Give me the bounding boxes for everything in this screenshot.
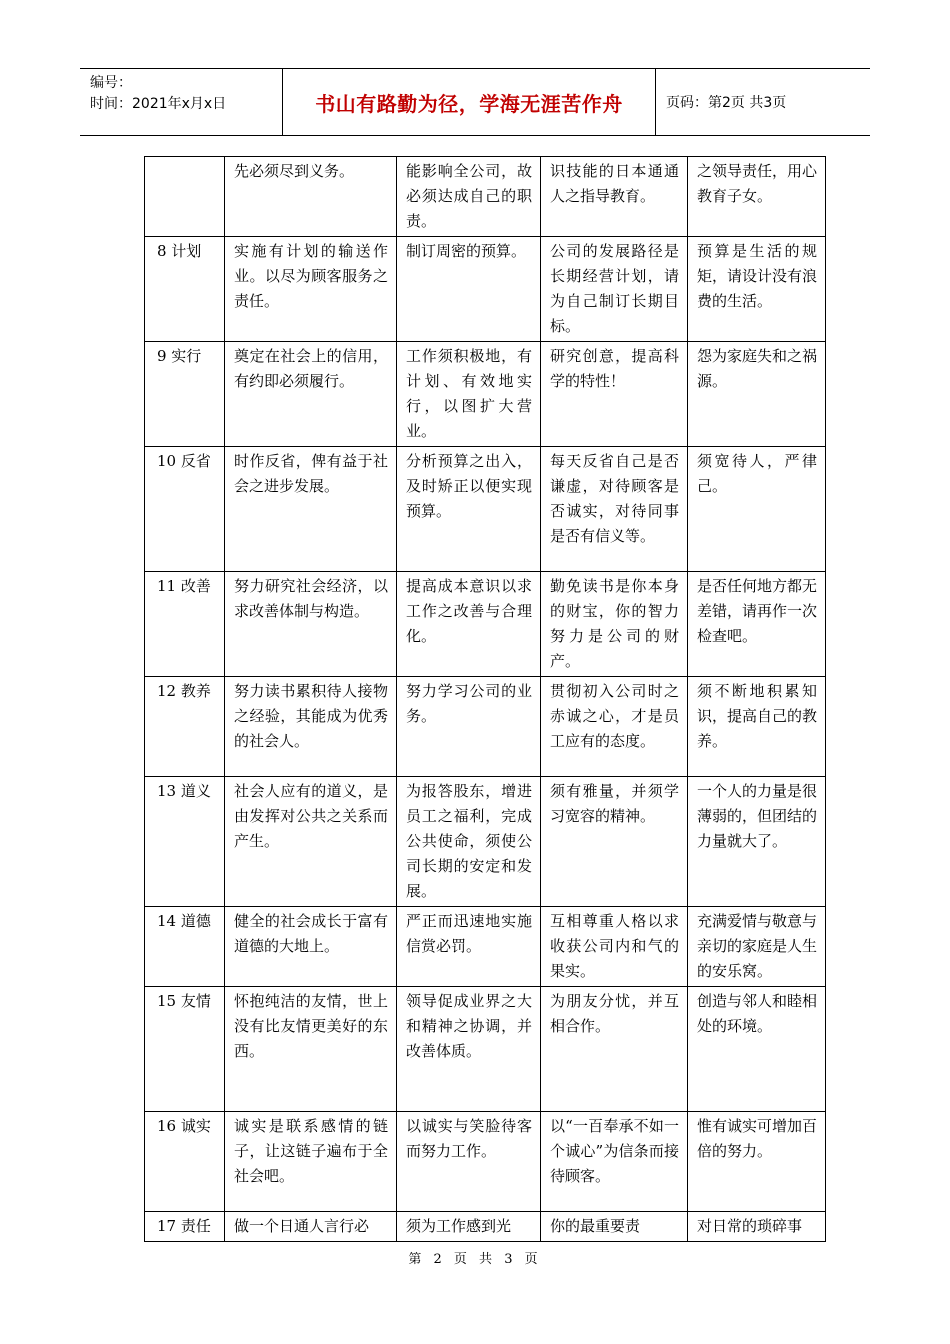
table-cell: 分析预算之出入，及时矫正以便实现预算。 <box>397 447 541 572</box>
table-cell: 一个人的力量是很薄弱的，但团结的力量就大了。 <box>688 777 826 907</box>
row-heading-cell: 17 责任 <box>145 1212 225 1242</box>
table-cell: 为朋友分忧，并互相合作。 <box>541 987 688 1112</box>
table-cell: 提高成本意识以求工作之改善与合理化。 <box>397 572 541 677</box>
table-cell: 须有雅量，并须学习宽容的精神。 <box>541 777 688 907</box>
table-row <box>145 677 826 777</box>
table-cell: 充满爱情与敬意与亲切的家庭是人生的安乐窝。 <box>688 907 826 987</box>
table-cell: 努力研究社会经济，以求改善体制与构造。 <box>225 572 397 677</box>
page-footer: 第 2 页 共 3 页 <box>408 1252 542 1267</box>
table-row <box>145 777 826 907</box>
table-cell: 奠定在社会上的信用，有约即必须履行。 <box>225 342 397 447</box>
row-heading-cell <box>145 157 225 237</box>
table-cell: 为报答股东，增进员工之福利，完成公共使命，须使公司长期的安定和发展。 <box>397 777 541 907</box>
table-row <box>145 157 826 237</box>
header-slogan: 书山有路勤为径，学海无涯苦作舟 <box>283 69 656 135</box>
table-cell: 诚实是联系感情的链子，让这链子遍布于全社会吧。 <box>225 1112 397 1212</box>
table-row <box>145 237 826 342</box>
table-cell: 严正而迅速地实施信赏必罚。 <box>397 907 541 987</box>
table-cell: 勤免读书是你本身的财宝，你的智力努力是公司的财产。 <box>541 572 688 677</box>
table-row <box>145 907 826 987</box>
table-cell: 之领导责任，用心教育子女。 <box>688 157 826 237</box>
table-cell: 你的最重要责 <box>541 1212 688 1242</box>
table-cell: 须为工作感到光 <box>397 1212 541 1242</box>
table-cell: 能影响全公司，故必须达成自己的职责。 <box>397 157 541 237</box>
row-heading-cell: 9 实行 <box>145 342 225 447</box>
row-heading-cell: 16 诚实 <box>145 1112 225 1212</box>
table-cell: 须宽待人，严律己。 <box>688 447 826 572</box>
document-number-label: 编号： <box>90 75 132 91</box>
table-cell: 工作须积极地，有计划、有效地实行，以图扩大营业。 <box>397 342 541 447</box>
table-cell: 领导促成业界之大和精神之协调，并改善体质。 <box>397 987 541 1112</box>
row-heading-cell: 10 反省 <box>145 447 225 572</box>
table-cell: 时作反省，俾有益于社会之进步发展。 <box>225 447 397 572</box>
table-cell: 努力学习公司的业务。 <box>397 677 541 777</box>
content-table-body <box>145 157 826 1242</box>
table-cell: 制订周密的预算。 <box>397 237 541 342</box>
row-heading-cell: 13 道义 <box>145 777 225 907</box>
content-table <box>144 156 826 1242</box>
table-cell: 须不断地积累知识，提高自己的教养。 <box>688 677 826 777</box>
table-cell: 先必须尽到义务。 <box>225 157 397 237</box>
table-cell: 公司的发展路径是长期经营计划，请为自己制订长期目标。 <box>541 237 688 342</box>
row-heading-cell: 14 道德 <box>145 907 225 987</box>
table-cell: 社会人应有的道义，是由发挥对公共之关系而产生。 <box>225 777 397 907</box>
table-cell: 预算是生活的规矩，请设计没有浪费的生活。 <box>688 237 826 342</box>
table-cell: 做一个日通人言行必 <box>225 1212 397 1242</box>
page-header <box>80 68 870 136</box>
table-cell: 怨为家庭失和之祸源。 <box>688 342 826 447</box>
table-row <box>145 447 826 572</box>
table-cell: 以“一百奉承不如一个诚心”为信条而接待顾客。 <box>541 1112 688 1212</box>
table-cell: 贯彻初入公司时之赤诚之心，才是员工应有的态度。 <box>541 677 688 777</box>
table-cell: 努力读书累积待人接物之经验，其能成为优秀的社会人。 <box>225 677 397 777</box>
table-cell: 创造与邻人和睦相处的环境。 <box>688 987 826 1112</box>
row-heading-cell: 15 友情 <box>145 987 225 1112</box>
table-cell: 研究创意，提高科学的特性！ <box>541 342 688 447</box>
table-cell: 健全的社会成长于富有道德的大地上。 <box>225 907 397 987</box>
header-meta <box>80 69 283 135</box>
row-heading-cell: 12 教养 <box>145 677 225 777</box>
table-row <box>145 572 826 677</box>
table-cell: 每天反省自己是否谦虚，对待顾客是否诚实，对待同事是否有信义等。 <box>541 447 688 572</box>
table-row <box>145 987 826 1112</box>
table-cell: 以诚实与笑脸待客而努力工作。 <box>397 1112 541 1212</box>
table-cell: 实施有计划的输送作业。以尽为顾客服务之责任。 <box>225 237 397 342</box>
table-cell: 惟有诚实可增加百倍的努力。 <box>688 1112 826 1212</box>
table-row <box>145 342 826 447</box>
row-heading-cell: 11 改善 <box>145 572 225 677</box>
table-cell: 互相尊重人格以求收获公司内和气的果实。 <box>541 907 688 987</box>
table-cell: 怀抱纯洁的友情，世上没有比友情更美好的东西。 <box>225 987 397 1112</box>
row-heading-cell: 8 计划 <box>145 237 225 342</box>
header-page-number: 页码：第2页 共3页 <box>666 95 787 111</box>
table-cell: 是否任何地方都无差错，请再作一次检查吧。 <box>688 572 826 677</box>
table-cell: 识技能的日本通通人之指导教育。 <box>541 157 688 237</box>
document-date-label: 时间：2021年x月x日 <box>90 96 227 112</box>
table-cell: 对日常的琐碎事 <box>688 1212 826 1242</box>
table-row <box>145 1112 826 1212</box>
table-row <box>145 1212 826 1242</box>
